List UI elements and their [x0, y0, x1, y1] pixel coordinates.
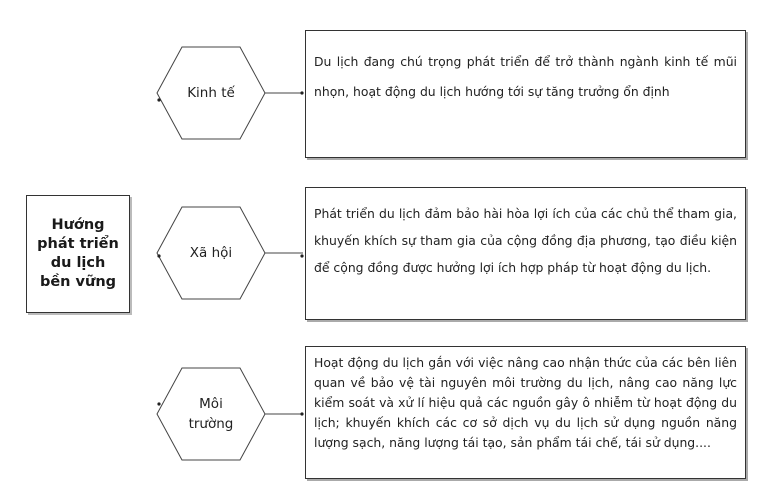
dot-right-kinh-te: [300, 91, 303, 94]
dot-left-xa-hoi: [157, 254, 160, 257]
branch-label-xa-hoi: Xã hội: [189, 245, 233, 261]
root-node: [26, 195, 130, 313]
description-moi-truong: Hoạt động du lịch gắn với việc nâng cao nhận thức của các bên liên quan về bảo vệ tài nguyên môi trường du lịch, nâng cao năng lực kiểm soát và xử lí hiệu quả các nguồn gây ô nhiễm từ hoạt động du lịch; khuyến khích các cơ sở dịch vụ du lịch sử dụng nguồn năng lượng sạch, năng lượng tái tạo, sản phẩm tái chế, tái sử dụng....: [305, 346, 746, 479]
dot-left-moi-truong: [157, 402, 160, 405]
dot-right-xa-hoi: [300, 254, 303, 257]
dot-left-kinh-te: [157, 98, 160, 101]
dot-right-moi-truong: [300, 412, 303, 415]
description-kinh-te: Du lịch đang chú trọng phát triển để trở thành ngành kinh tế mũi nhọn, hoạt động du lịch hướng tới sự tăng trưởng ổn định: [305, 30, 746, 158]
branch-label-moi-truong: Môi trường: [188, 396, 234, 432]
branch-label-kinh-te: Kinh tế: [187, 85, 235, 101]
description-xa-hoi: Phát triển du lịch đảm bảo hài hòa lợi ích của các chủ thể tham gia, khuyến khích sự tham gia của cộng đồng địa phương, tạo điều kiện để cộng đồng được hưởng lợi ích hợp pháp từ hoạt động du lịch.: [305, 187, 746, 320]
root-label: Hướng phát triển du lịch bền vững: [37, 217, 119, 290]
